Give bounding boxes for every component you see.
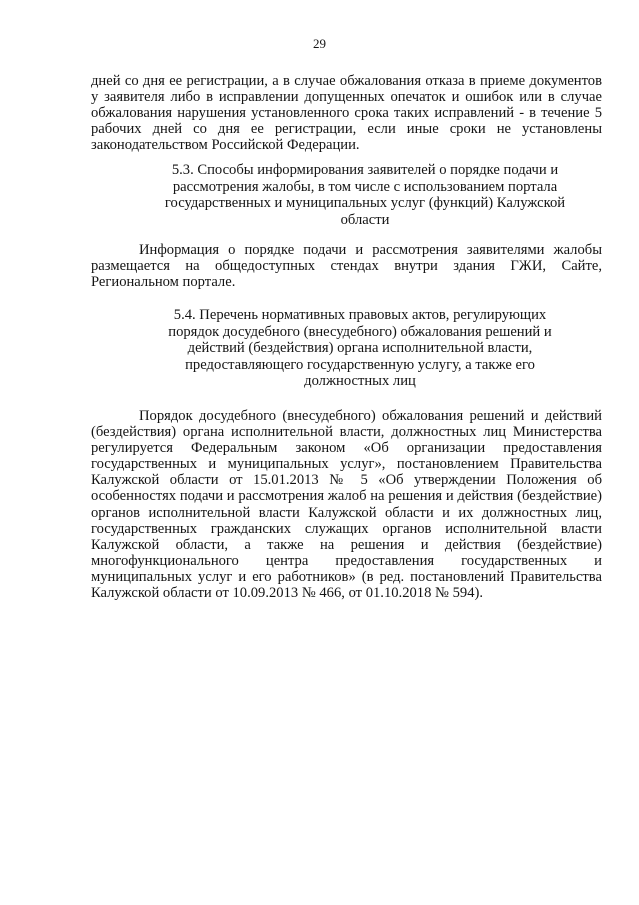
paragraph-complaint-deadlines: дней со дня ее регистрации, а в случае обжалования отказа в приеме документов у заявителя либо в исправлении допущенных опечаток и ошибок или в случае обжалования нарушения установленного срока таких исправлений - в течение 5 рабочих дней со дня ее регистрации, если иные сроки не установлены законодательством Российской Федерации. [91, 73, 602, 154]
section-heading-5-3: 5.3. Способы информирования заявителей о порядке подачи и рассмотрения жалобы, в том числе с использованием портала государственных и муниципальных услуг (функций) Калужской области [164, 162, 566, 228]
section-heading-5-4: 5.4. Перечень нормативных правовых актов, регулирующих порядок досудебного (внесудебного) обжалования решений и действий (бездействия) органа исполнительной власти, предоставляющего государственную услугу, а также его должностных лиц [168, 307, 552, 390]
paragraph-legal-acts: Порядок досудебного (внесудебного) обжалования решений и действий (бездействия) органа исполнительной власти, должностных лиц Министерства регулируется Федеральным законом «Об организации предоставления государственных и муниципальных услуг», постановлением Правительства Калужской области от 15.01.2013 № 5 «Об утверждении Положения об особенностях подачи и рассмотрения жалоб на решения и действия (бездействие) органов исполнительной власти Калужской области и их должностных лиц, государственных гражданских служащих органов исполнительной власти Калужской области, а также на решения и действия (бездействие) многофункционального центра предоставления государственных и муниципальных услуг и его работников» (в ред. постановлений Правительства Калужской области от 10.09.2013 № 466, от 01.10.2018 № 594). [91, 408, 602, 602]
paragraph-information-placement: Информация о порядке подачи и рассмотрения заявителями жалобы размещается на общедоступных стендах внутри здания ГЖИ, Сайте, Региональном портале. [91, 242, 602, 291]
page-number: 29 [313, 36, 326, 51]
